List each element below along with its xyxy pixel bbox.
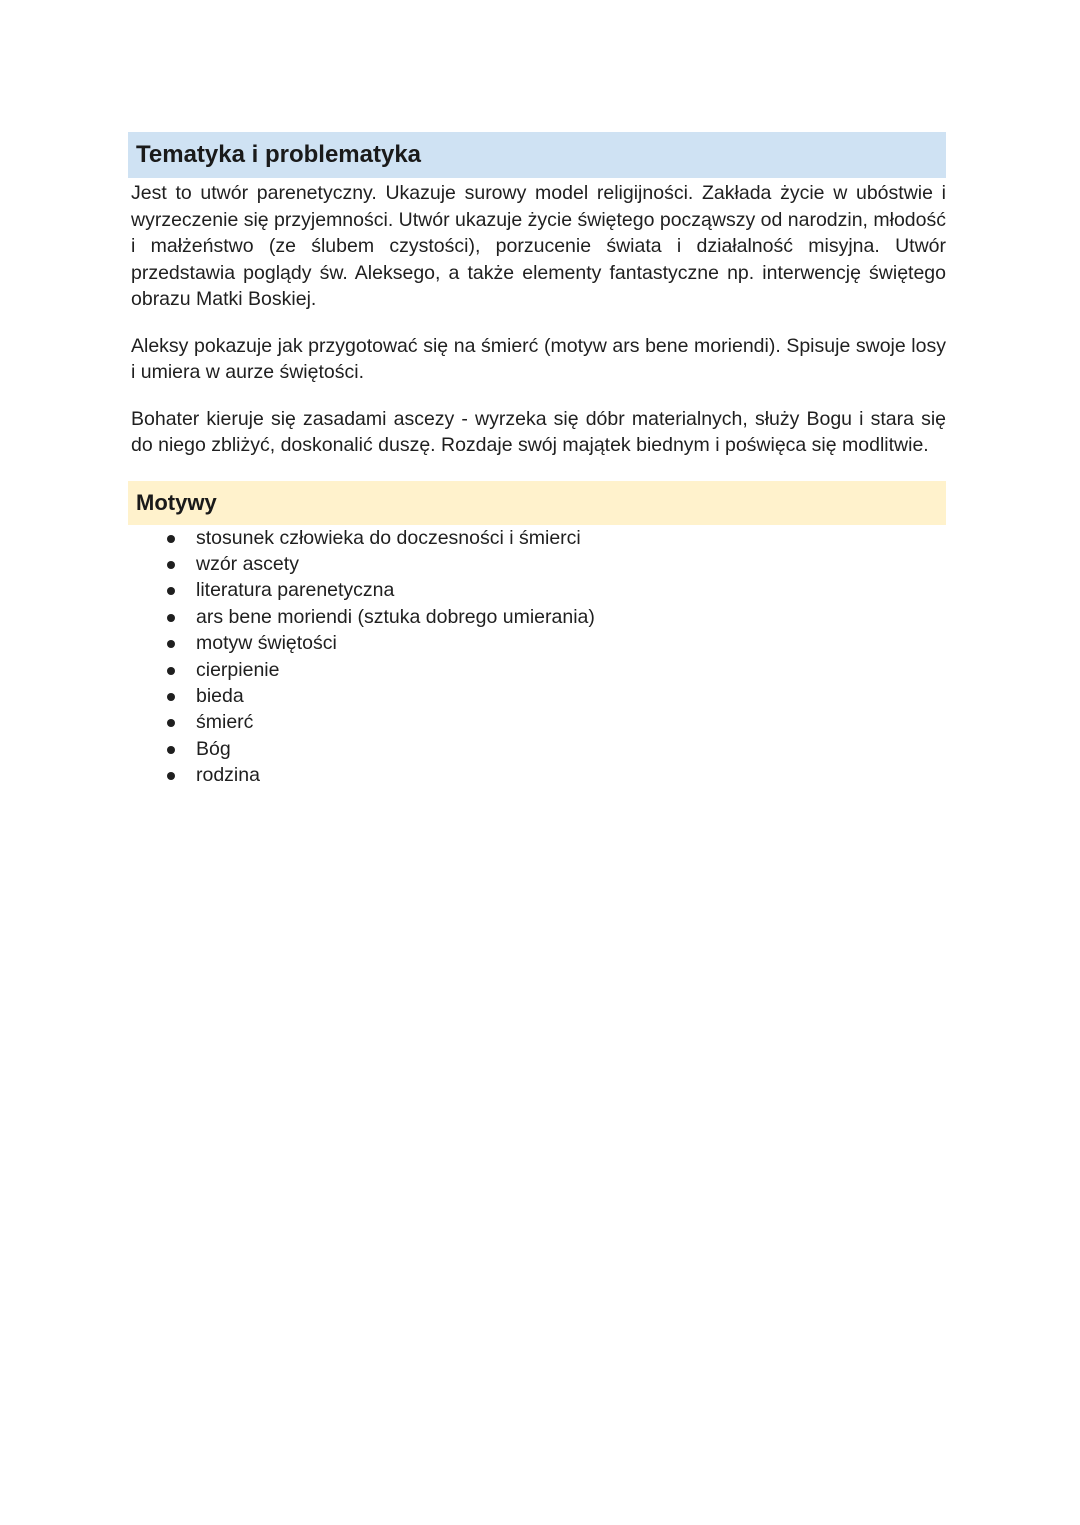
bullet-icon	[167, 719, 175, 727]
list-item	[128, 736, 946, 762]
list-item	[128, 762, 946, 788]
bullet-icon	[167, 561, 175, 569]
list-item-text: śmierć	[196, 711, 254, 734]
bullet-icon	[167, 640, 175, 648]
bullet-icon	[167, 535, 175, 543]
list-item	[128, 683, 946, 709]
bullet-icon	[167, 772, 175, 780]
list-item-text: Bóg	[196, 737, 231, 760]
paragraph-asceticism: Bohater kieruje się zasadami ascezy - wyrzeka się dóbr materialnych, służy Bogu i stara się do niego zbliżyć, doskonalić duszę. Rozdaje swój majątek biednym i poświęca się modlitwie.	[131, 407, 946, 456]
motifs-list	[128, 525, 946, 789]
list-item	[128, 709, 946, 735]
bullet-icon	[167, 667, 175, 675]
list-item	[128, 657, 946, 683]
document-page	[128, 132, 946, 789]
list-item-text: wzór ascety	[196, 552, 299, 575]
list-item	[128, 604, 946, 630]
list-item-text: stosunek człowieka do doczesności i śmierci	[196, 526, 581, 549]
list-item	[128, 630, 946, 656]
list-item	[128, 525, 946, 551]
list-item	[128, 577, 946, 603]
bullet-icon	[167, 614, 175, 622]
list-item-text: literatura parenetyczna	[196, 579, 395, 602]
paragraph-intro: Jest to utwór parenetyczny. Ukazuje surowy model religijności. Zakłada życie w ubóstwie i wyrzeczenie się przyjemności. Utwór ukazuje życie świętego począwszy od narodzin, młodość i małżeństwo (ze ślubem czystości), porzucenie świata i działalność misyjna. Utwór przedstawia poglądy św. Aleksego, a także elementy fantastyczne np. interwencję świętego obrazu Matki Boskiej.	[131, 182, 947, 310]
list-item-text: bieda	[196, 684, 244, 707]
bullet-icon	[167, 587, 175, 595]
list-item	[128, 551, 946, 577]
list-item-text: ars bene moriendi (sztuka dobrego umierania)	[196, 605, 595, 628]
section-heading-themes: Tematyka i problematyka	[128, 132, 946, 178]
list-item-text: rodzina	[196, 764, 260, 787]
section-motifs	[128, 481, 946, 789]
list-item-text: cierpienie	[196, 658, 280, 681]
paragraph-death: Aleksy pokazuje jak przygotować się na śmierć (motyw ars bene moriendi). Spisuje swoje losy i umiera w aurze świętości.	[131, 334, 946, 383]
list-item-text: motyw świętości	[196, 632, 337, 655]
section-heading-motifs: Motywy	[128, 481, 946, 525]
bullet-icon	[167, 746, 175, 754]
bullet-icon	[167, 693, 175, 701]
